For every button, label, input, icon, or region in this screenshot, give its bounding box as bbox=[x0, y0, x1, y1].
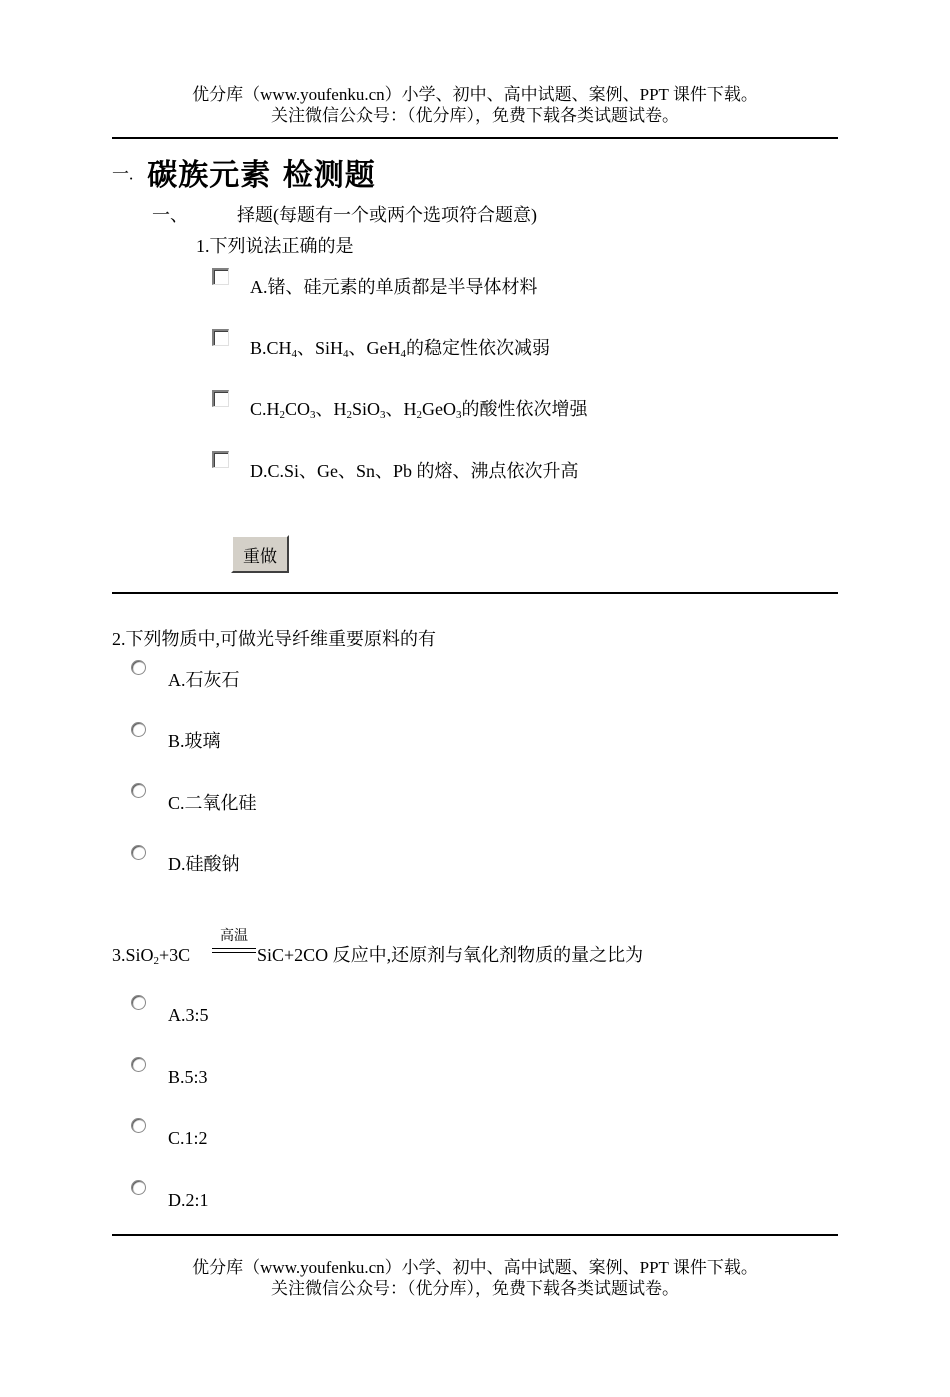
q1-divider bbox=[112, 592, 838, 594]
footer-line-2: 关注微信公众号：（优分库），免费下载各类试题试卷。 bbox=[271, 1279, 679, 1298]
q3-option-d-radio[interactable] bbox=[131, 1180, 146, 1195]
q1-option-d-label: D.C.Si、Ge、Sn、Pb 的熔、沸点依次升高 bbox=[250, 461, 579, 481]
header-divider bbox=[112, 137, 838, 139]
q3-option-c-radio[interactable] bbox=[131, 1118, 146, 1133]
q1-option-c-label: $C.H_2CO_3$、$H_2SiO_3$、$H_2GeO_3$的酸性依次增强 bbox=[250, 399, 588, 421]
redo-button[interactable]: 重做 bbox=[231, 535, 289, 573]
condition-label: 高温 bbox=[220, 928, 248, 944]
title-text: 碳族元素 检测题 bbox=[147, 158, 376, 193]
q2-option-c-radio[interactable] bbox=[131, 783, 146, 798]
q1-option-a-label: A.锗、硅元素的单质都是半导体材料 bbox=[250, 277, 538, 297]
q1-option-b-label: $B.CH_4$、SiH$_4$、GeH$_4$的稳定性依次减弱 bbox=[250, 338, 551, 360]
footer-line-1: 优分库（www.youfenku.cn）小学、初中、高中试题、案例、PPT 课件下载。 bbox=[192, 1258, 758, 1277]
page-title bbox=[112, 150, 376, 194]
q3-option-d-label: D.2:1 bbox=[168, 1190, 209, 1210]
q1-stem: 1.下列说法正确的是 bbox=[196, 236, 354, 256]
section-heading: 择题(每题有一个或两个选项符合题意) bbox=[237, 205, 537, 225]
q3-option-a-radio[interactable] bbox=[131, 995, 146, 1010]
header-line-1: 优分库（www.youfenku.cn）小学、初中、高中试题、案例、PPT 课件下载。 bbox=[192, 85, 758, 104]
q2-option-a-radio[interactable] bbox=[131, 660, 146, 675]
double-equals-sign bbox=[212, 948, 256, 953]
q1-option-d-checkbox[interactable] bbox=[212, 451, 229, 468]
title-number: 一. bbox=[112, 164, 134, 184]
q2-option-c-label: C.二氧化硅 bbox=[168, 793, 257, 813]
q1-option-a-checkbox[interactable] bbox=[212, 268, 229, 285]
q2-option-d-label: D.硅酸钠 bbox=[168, 854, 240, 874]
q2-stem: 2.下列物质中,可做光导纤维重要原料的有 bbox=[112, 629, 436, 649]
header-line-2: 关注微信公众号：（优分库），免费下载各类试题试卷。 bbox=[271, 106, 679, 125]
q2-option-d-radio[interactable] bbox=[131, 845, 146, 860]
q1-option-b-checkbox[interactable] bbox=[212, 329, 229, 346]
q1-option-c-checkbox[interactable] bbox=[212, 390, 229, 407]
q3-option-b-radio[interactable] bbox=[131, 1057, 146, 1072]
q3-stem-right: SiC+2CO 反应中,还原剂与氧化剂物质的量之比为 bbox=[257, 945, 644, 965]
q2-option-b-radio[interactable] bbox=[131, 722, 146, 737]
q2-option-a-label: A.石灰石 bbox=[168, 670, 240, 690]
q3-option-b-label: B.5:3 bbox=[168, 1067, 208, 1087]
q3-option-c-label: C.1:2 bbox=[168, 1128, 208, 1148]
reaction-condition bbox=[212, 928, 256, 953]
q3-stem-left: 3.SiO$_2$+3C bbox=[112, 945, 191, 967]
q2-option-b-label: B.玻璃 bbox=[168, 731, 221, 751]
footer-divider bbox=[112, 1234, 838, 1236]
section-number: 一、 bbox=[152, 205, 188, 225]
q3-option-a-label: A.3:5 bbox=[168, 1005, 209, 1025]
